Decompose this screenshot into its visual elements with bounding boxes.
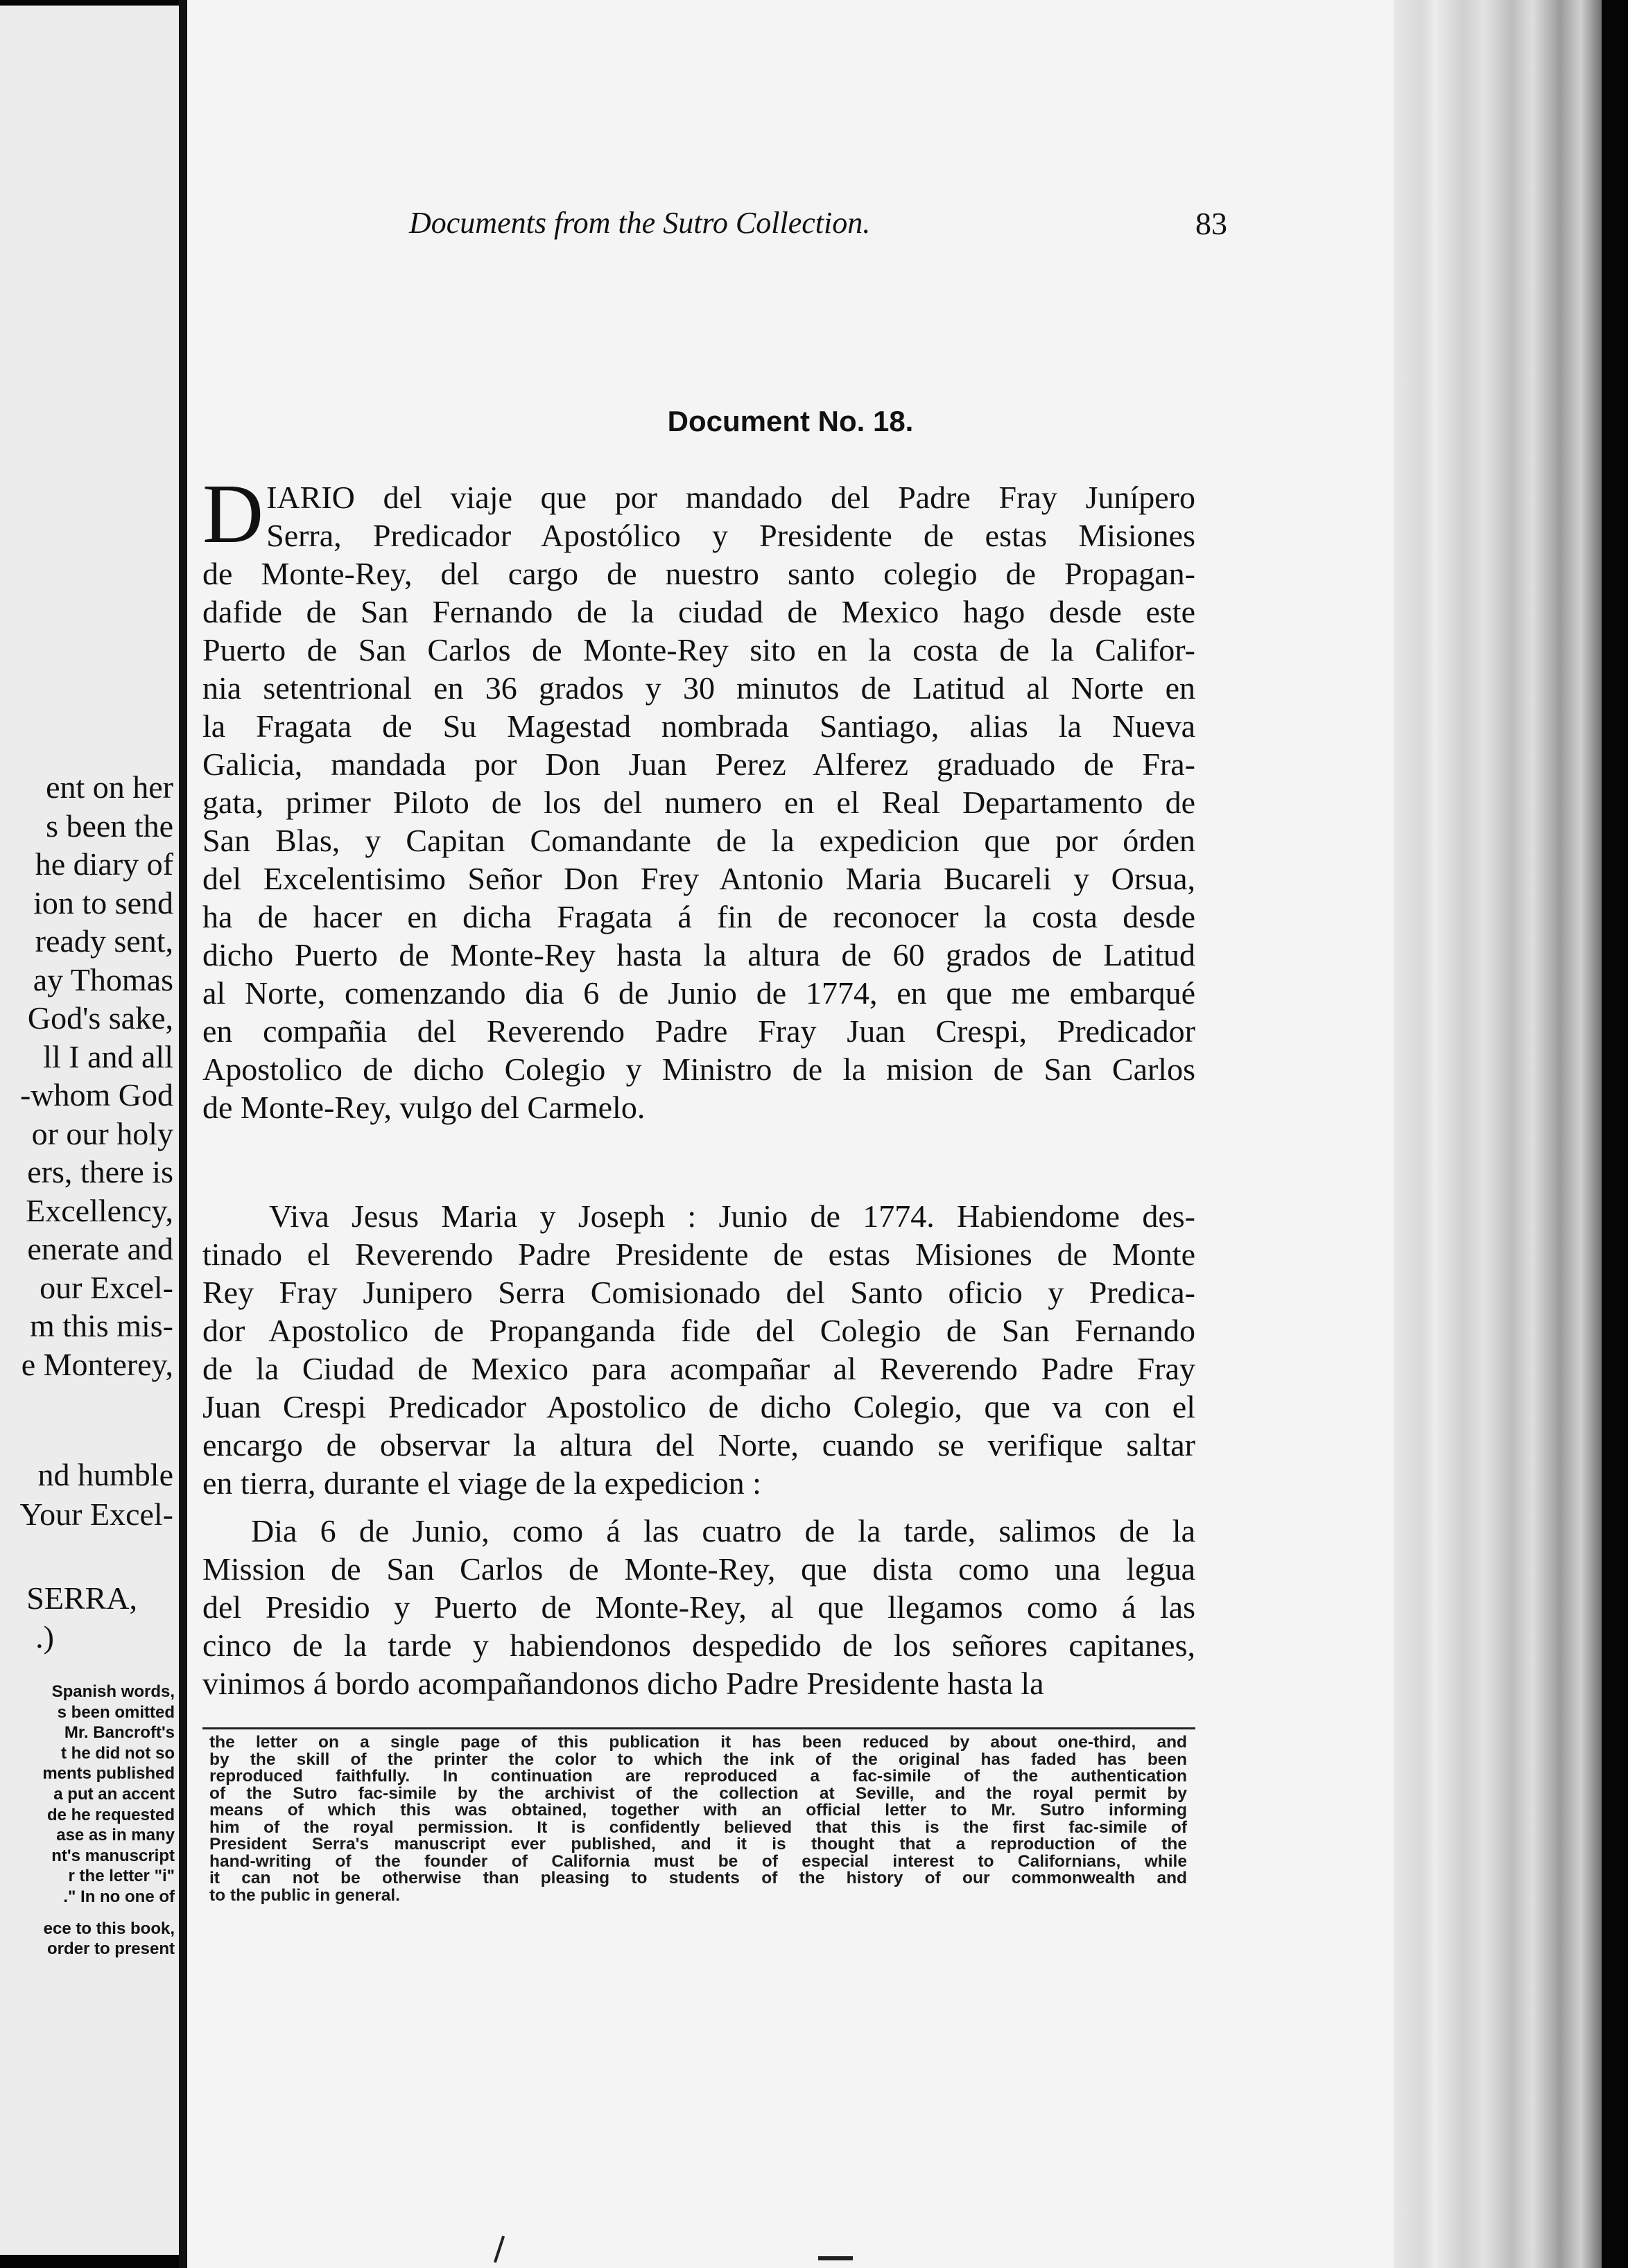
left-page-line: ready sent,	[35, 923, 173, 959]
diario-line: IARIO del viaje que por mandado del Padre Fray Junípero	[266, 480, 1195, 515]
left-page-line: -whom God	[19, 1077, 173, 1113]
page-edges	[1394, 0, 1602, 2268]
footnote-line: hand-writing of the founder of California must be of especial interest to Californians, while	[209, 1851, 1187, 1871]
left-page-footnote-line: order to present	[46, 1939, 175, 1959]
left-page-line: e Monterey,	[21, 1346, 173, 1382]
book-gutter	[179, 0, 187, 2268]
diario-line: dicho Puerto de Monte-Rey hasta la altura de 60 grados de Latitud	[202, 937, 1195, 972]
dia-line: Dia 6 de Junio, como á las cuatro de la tarde, salimos de la	[251, 1513, 1195, 1549]
drop-cap: D	[202, 467, 264, 561]
left-page-footnote-line: r the letter "i"	[68, 1867, 175, 1886]
diario-line: Serra, Predicador Apostólico y Presidente de estas Misiones	[266, 518, 1195, 553]
diario-line: del Excelentisimo Señor Don Frey Antonio Maria Bucareli y Orsua,	[202, 861, 1195, 896]
left-page-closing-line: Your Excel-	[19, 1497, 173, 1532]
left-page-line: Excellency,	[26, 1192, 173, 1228]
footnote-line: the letter on a single page of this publication it has been reduced by about one-third, and	[209, 1733, 1187, 1752]
viva-line: dor Apostolico de Propanganda fide del Colegio de San Fernando	[202, 1313, 1195, 1348]
dia-line: del Presidio y Puerto de Monte-Rey, al que llegamos como á las	[202, 1589, 1195, 1625]
left-page-line: ion to send	[33, 884, 173, 921]
footnote-line: it can not be otherwise than pleasing to students of the history of our commonwealth and	[209, 1869, 1187, 1887]
left-page-footnote-line: ." In no one of	[63, 1887, 175, 1906]
diario-line: de Monte-Rey, vulgo del Carmelo.	[202, 1090, 646, 1125]
footnote-rule	[202, 1727, 1195, 1729]
diario-line: al Norte, comenzando dia 6 de Junio de 1774, en que me embarqué	[202, 975, 1195, 1011]
running-title: Documents from the Sutro Collection.	[409, 206, 871, 240]
footnote-line: means of which this was obtained, together with an official letter to Mr. Sutro informing	[209, 1801, 1187, 1820]
diario-paragraph	[202, 467, 1195, 1126]
diario-line: nia setentrional en 36 grados y 30 minutos de Latitud al Norte en	[202, 670, 1195, 706]
diario-opening	[202, 467, 1195, 561]
footnote-line: President Serra's manuscript ever published, and it is thought that a reproduction of the	[209, 1835, 1187, 1853]
viva-line: en tierra, durante el viage de la expedicion :	[202, 1465, 761, 1501]
diario-line: de Monte-Rey, del cargo de nuestro santo colegio de Propagan-	[202, 556, 1195, 591]
left-page-line: enerate and	[27, 1231, 173, 1266]
viva-line: tinado el Reverendo Padre Presidente de estas Misiones de Monte	[202, 1237, 1195, 1272]
diario-line: gata, primer Piloto de los del numero en el Real Departamento de	[202, 785, 1195, 820]
left-page-footnote-line: s been omitted	[57, 1702, 175, 1722]
left-page-line: God's sake,	[27, 1000, 173, 1036]
diario-line: ha de hacer en dicha Fragata á fin de reconocer la costa desde	[202, 899, 1195, 934]
left-page-footnote-line: ase as in many	[56, 1826, 175, 1845]
viva-line: Viva Jesus Maria y Joseph : Junio de 1774. Habiendome des-	[269, 1198, 1195, 1234]
footnote-line: reproduced faithfully. In continuation are reproduced a fac-simile of the authentication	[209, 1767, 1187, 1786]
left-page-footnote-line: ments published	[42, 1764, 175, 1783]
left-page-line: ay Thomas	[33, 961, 173, 997]
left-page-footnote-line: Spanish words,	[51, 1682, 175, 1701]
left-page-line: our Excel-	[40, 1269, 173, 1305]
diario-line: Apostolico de dicho Colegio y Ministro de la mision de San Carlos	[202, 1052, 1195, 1087]
diario-line: San Blas, y Capitan Comandante de la expedicion que por órden	[202, 823, 1195, 858]
left-page-line: ent on her	[46, 769, 173, 805]
left-page-line: ll I and all	[43, 1038, 173, 1074]
left-page-footnote-line: de he requested	[46, 1805, 175, 1824]
footnote-line: to the public in general.	[209, 1885, 400, 1905]
left-page-line: he diary of	[35, 846, 173, 882]
left-page-footnote-line: a put an accent	[53, 1785, 175, 1804]
viva-line: Rey Fray Junipero Serra Comisionado del Santo oficio y Predica-	[202, 1275, 1195, 1310]
left-page-footnote-line: nt's manuscript	[51, 1846, 175, 1865]
left-page-closing-line: nd humble	[37, 1457, 173, 1492]
dia-paragraph	[202, 1512, 1195, 1702]
footnote-line: of the Sutro fac-simile by the archivist of the collection at Seville, and the royal permit by	[209, 1783, 1187, 1803]
left-page-signature: SERRA,	[26, 1580, 137, 1616]
footnote-line: by the skill of the printer the color to which the ink of the original has faded has been	[209, 1750, 1187, 1769]
diario-line: dafide de San Fernando de la ciudad de Mexico hago desde este	[202, 594, 1195, 629]
left-page-footnote-line: t he did not so	[61, 1743, 175, 1763]
left-page-line: ers, there is	[27, 1154, 173, 1189]
page-number: 83	[1195, 206, 1227, 241]
viva-paragraph	[202, 1197, 1195, 1502]
dia-line: Mission de San Carlos de Monte-Rey, que dista como una legua	[202, 1551, 1195, 1587]
footnote	[209, 1734, 1187, 1904]
left-page-line: or our holy	[31, 1115, 173, 1151]
left-facing-page	[0, 6, 179, 2255]
diario-body	[202, 555, 1195, 1126]
left-page-footnote-line: Mr. Bancroft's	[64, 1723, 175, 1743]
scan-mark	[818, 2256, 853, 2260]
viva-line: encargo de observar la altura del Norte, cuando se verifique saltar	[202, 1427, 1195, 1463]
main-page	[187, 0, 1394, 2268]
viva-line: Juan Crespi Predicador Apostolico de dicho Colegio, que va con el	[202, 1389, 1195, 1424]
page-header	[409, 205, 1227, 254]
left-page-footnote-line: ece to this book,	[43, 1919, 175, 1938]
footnote-line: him of the royal permission. It is confidently believed that this is the first fac-simile of	[209, 1817, 1187, 1837]
left-page-line: s been the	[46, 808, 173, 844]
diario-line: Puerto de San Carlos de Monte-Rey sito en la costa de la Califor-	[202, 632, 1195, 668]
document-heading: Document No. 18.	[667, 405, 914, 437]
dia-line: vinimos á bordo acompañandonos dicho Padre Presidente hasta la	[202, 1666, 1044, 1701]
viva-line: de la Ciudad de Mexico para acompañar al Reverendo Padre Fray	[202, 1351, 1195, 1386]
left-page-paren: .)	[35, 1619, 54, 1655]
left-page-line: m this mis-	[29, 1308, 173, 1343]
dia-line: cinco de la tarde y habiendonos despedido de los señores capitanes,	[202, 1628, 1195, 1663]
diario-line: Galicia, mandada por Don Juan Perez Alferez graduado de Fra-	[202, 747, 1195, 782]
diario-line: en compañia del Reverendo Padre Fray Juan Crespi, Predicador	[202, 1013, 1195, 1049]
diario-line: la Fragata de Su Magestad nombrada Santiago, alias la Nueva	[202, 708, 1195, 744]
